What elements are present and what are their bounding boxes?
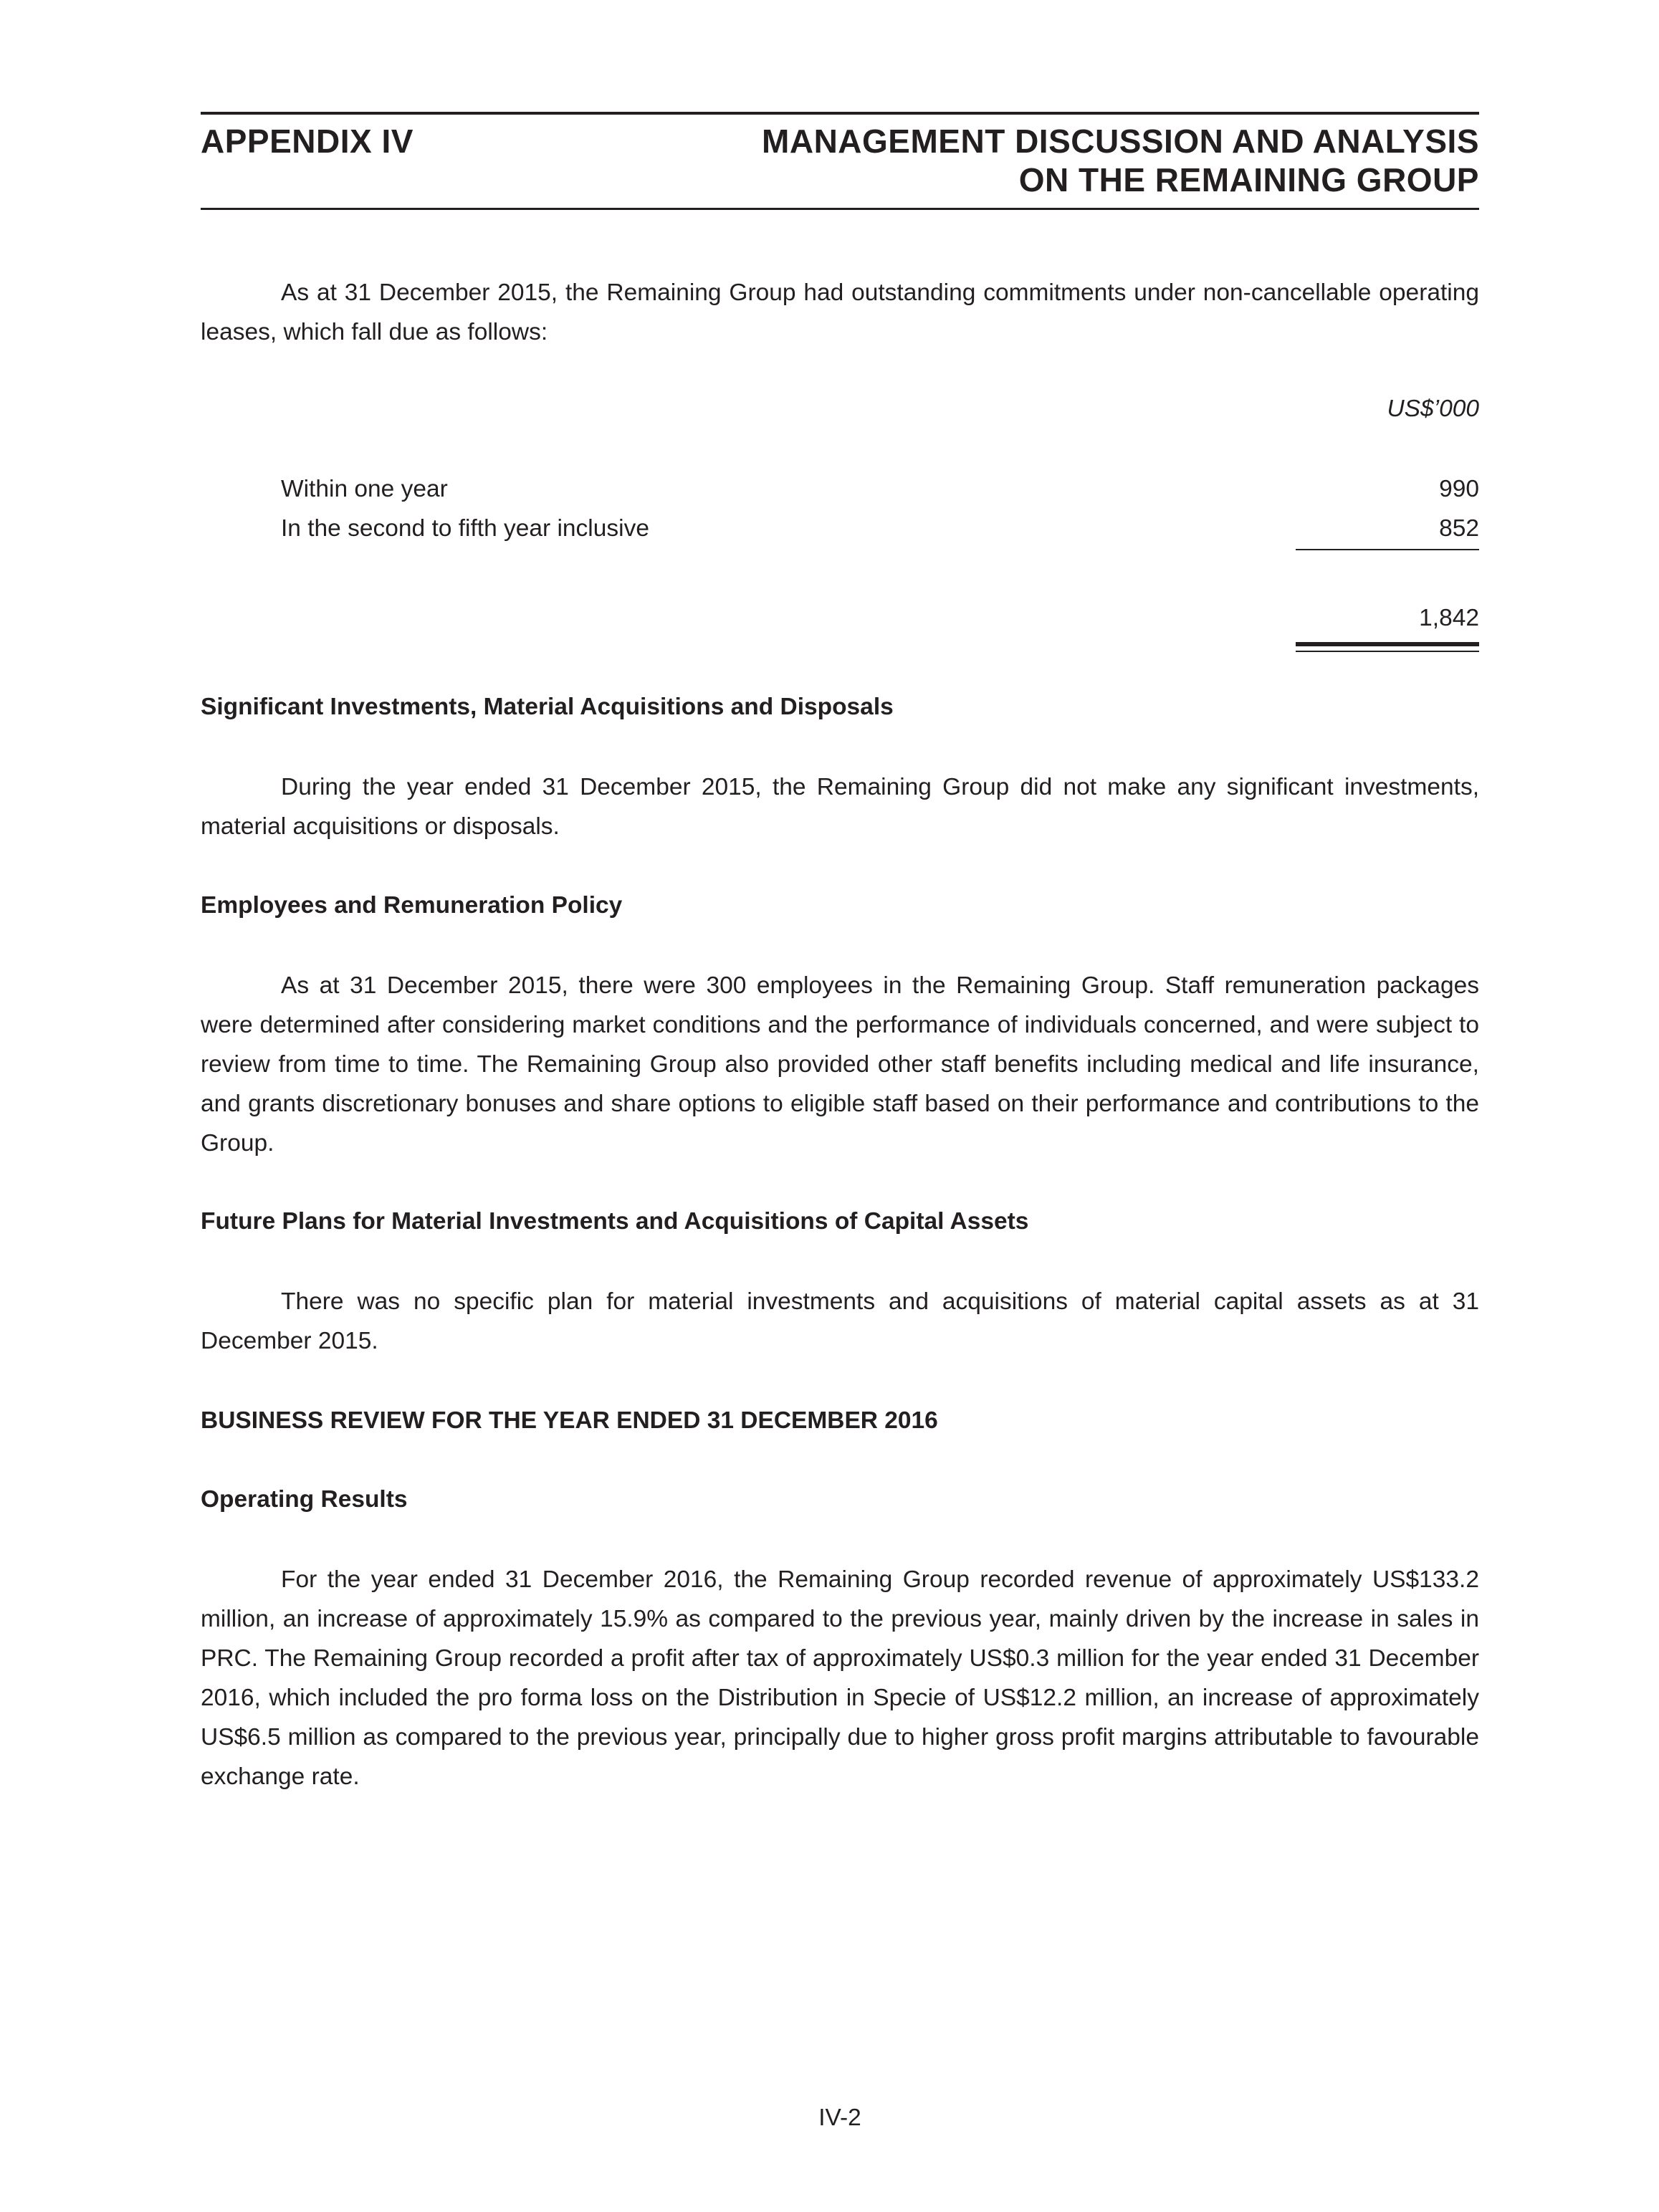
table-total-value: 1,842: [1419, 605, 1479, 631]
header-bottom-rule: [201, 208, 1479, 210]
header-title-line-2: ON THE REMAINING GROUP: [1018, 161, 1479, 198]
section-heading-investments: Significant Investments, Material Acquisitions and Disposals: [201, 694, 894, 720]
header-top-rule: [201, 112, 1479, 115]
table-row-value: 852: [1439, 515, 1479, 542]
table-unit-label: US$’000: [1387, 396, 1479, 422]
business-review-title: BUSINESS REVIEW FOR THE YEAR ENDED 31 DECEMBER 2016: [201, 1407, 938, 1434]
intro-paragraph: As at 31 December 2015, the Remaining Group had outstanding commitments under non-cancellable operating leases, which fall due as follows:: [201, 279, 1479, 345]
total-double-rule-thin: [1296, 651, 1479, 652]
operating-results-heading: Operating Results: [201, 1486, 408, 1513]
table-row-label: In the second to fifth year inclusive: [281, 515, 649, 542]
table-row-value: 990: [1439, 476, 1479, 502]
section-text-future-plans: There was no specific plan for material investments and acquisitions of material capital assets as at 31 December 2015.: [201, 1288, 1479, 1354]
appendix-label: APPENDIX IV: [201, 123, 413, 160]
page-number: IV-2: [818, 2105, 861, 2131]
document-page: [201, 0, 1479, 2212]
subtotal-rule: [1296, 549, 1479, 550]
section-heading-employees: Employees and Remuneration Policy: [201, 892, 623, 919]
total-double-rule-thick: [1296, 642, 1479, 646]
page-header-title: [762, 122, 1479, 199]
section-heading-future-plans: Future Plans for Material Investments and Acquisitions of Capital Assets: [201, 1208, 1029, 1235]
table-row-label: Within one year: [281, 476, 448, 502]
section-text-investments: During the year ended 31 December 2015, the Remaining Group did not make any significant investments, material acquisitions or disposals.: [201, 774, 1479, 840]
section-text-employees: As at 31 December 2015, there were 300 employees in the Remaining Group. Staff remuneration packages were determined after considering market conditions and the performance of individuals concerned, and were subject to review from time to time. The Remaining Group also provided other staff benefits including medical and life insurance, and grants discretionary bonuses and share options to eligible staff based on their performance and contributions to the Group.: [201, 972, 1479, 1157]
operating-results-text: For the year ended 31 December 2016, the Remaining Group recorded revenue of approximately US$133.2 million, an increase of approximately 15.9% as compared to the previous year, mainly driven by the increase in sales in PRC. The Remaining Group recorded a profit after tax of approximately US$0.3 million for the year ended 31 December 2016, which included the pro forma loss on the Distribution in Specie of US$12.2 million, an increase of approximately US$6.5 million as compared to the previous year, principally due to higher gross profit margins attributable to favourable exchange rate.: [201, 1566, 1479, 1790]
header-title-line-1: MANAGEMENT DISCUSSION AND ANALYSIS: [762, 123, 1479, 160]
